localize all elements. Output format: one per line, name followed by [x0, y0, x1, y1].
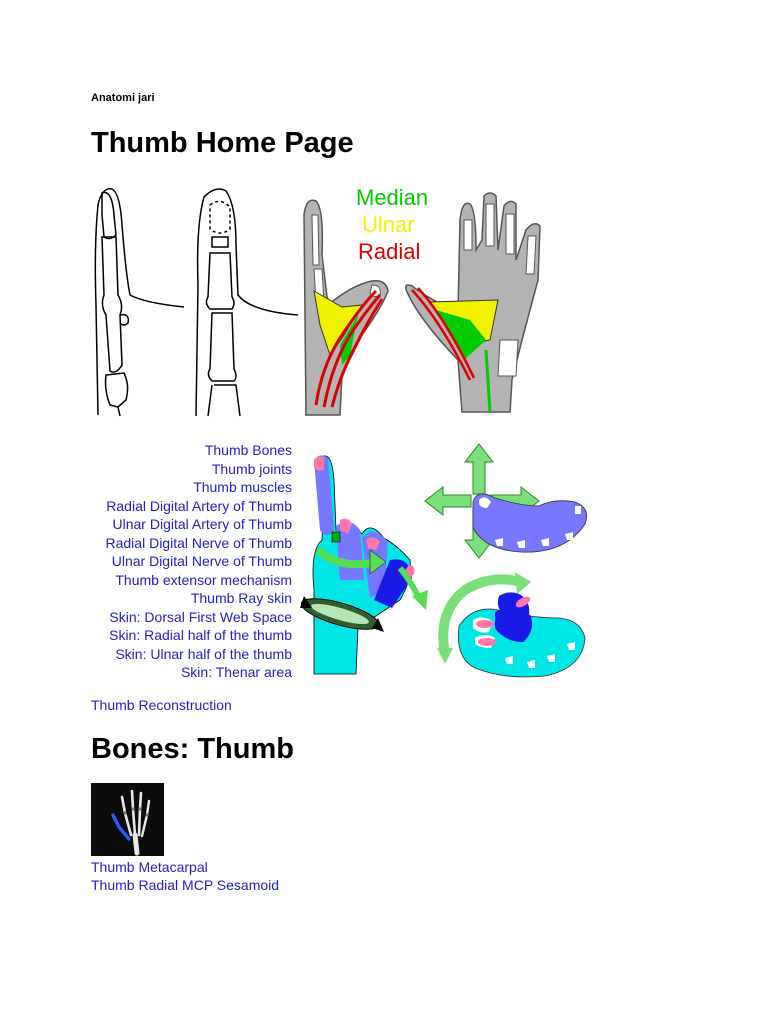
- link-thumb-metacarpal[interactable]: Thumb Metacarpal: [91, 859, 208, 875]
- link-thumb-extensor-mechanism[interactable]: Thumb extensor mechanism: [115, 571, 292, 588]
- link-radial-digital-nerve[interactable]: Radial Digital Nerve of Thumb: [105, 534, 292, 551]
- page-caption: Anatomi jari: [91, 92, 155, 104]
- link-skin-thenar-area[interactable]: Skin: Thenar area: [180, 664, 292, 680]
- thumb-outline-front-image: [190, 185, 300, 417]
- link-thumb-ray-skin[interactable]: Thumb Ray skin: [190, 590, 292, 606]
- link-radial-digital-artery[interactable]: Radial Digital Artery of Thumb: [106, 497, 292, 514]
- page-title: Thumb Home Page: [91, 127, 354, 159]
- thumb-motion-hand-image: [300, 450, 435, 676]
- link-skin-radial-half[interactable]: Skin: Radial half of the thumb: [109, 627, 292, 643]
- thumb-rotation-image: [435, 572, 585, 678]
- link-ulnar-digital-artery[interactable]: Ulnar Digital Artery of Thumb: [112, 516, 292, 532]
- legend-radial: Radial: [358, 239, 421, 264]
- legend-ulnar: Ulnar: [362, 212, 415, 237]
- link-thumb-reconstruction[interactable]: Thumb Reconstruction: [91, 697, 232, 713]
- thumb-directions-image: [425, 442, 590, 560]
- bones-section-title: Bones: Thumb: [91, 733, 294, 765]
- link-skin-ulnar-half[interactable]: Skin: Ulnar half of the thumb: [115, 645, 292, 662]
- legend-median: Median: [356, 185, 429, 210]
- link-ulnar-digital-nerve[interactable]: Ulnar Digital Nerve of Thumb: [111, 553, 292, 569]
- link-thumb-joints[interactable]: Thumb joints: [211, 460, 292, 477]
- link-thumb-radial-mcp-sesamoid[interactable]: Thumb Radial MCP Sesamoid: [91, 877, 280, 893]
- link-thumb-bones[interactable]: Thumb Bones: [204, 442, 292, 458]
- link-thumb-muscles[interactable]: Thumb muscles: [193, 479, 292, 495]
- hand-skeleton-thumbnail[interactable]: [91, 783, 164, 856]
- thumb-outline-side-image: [90, 185, 185, 417]
- hand-nerves-palm-image: [400, 190, 560, 415]
- link-skin-dorsal-web-space[interactable]: Skin: Dorsal First Web Space: [109, 608, 292, 625]
- thumb-topic-links: [60, 441, 292, 682]
